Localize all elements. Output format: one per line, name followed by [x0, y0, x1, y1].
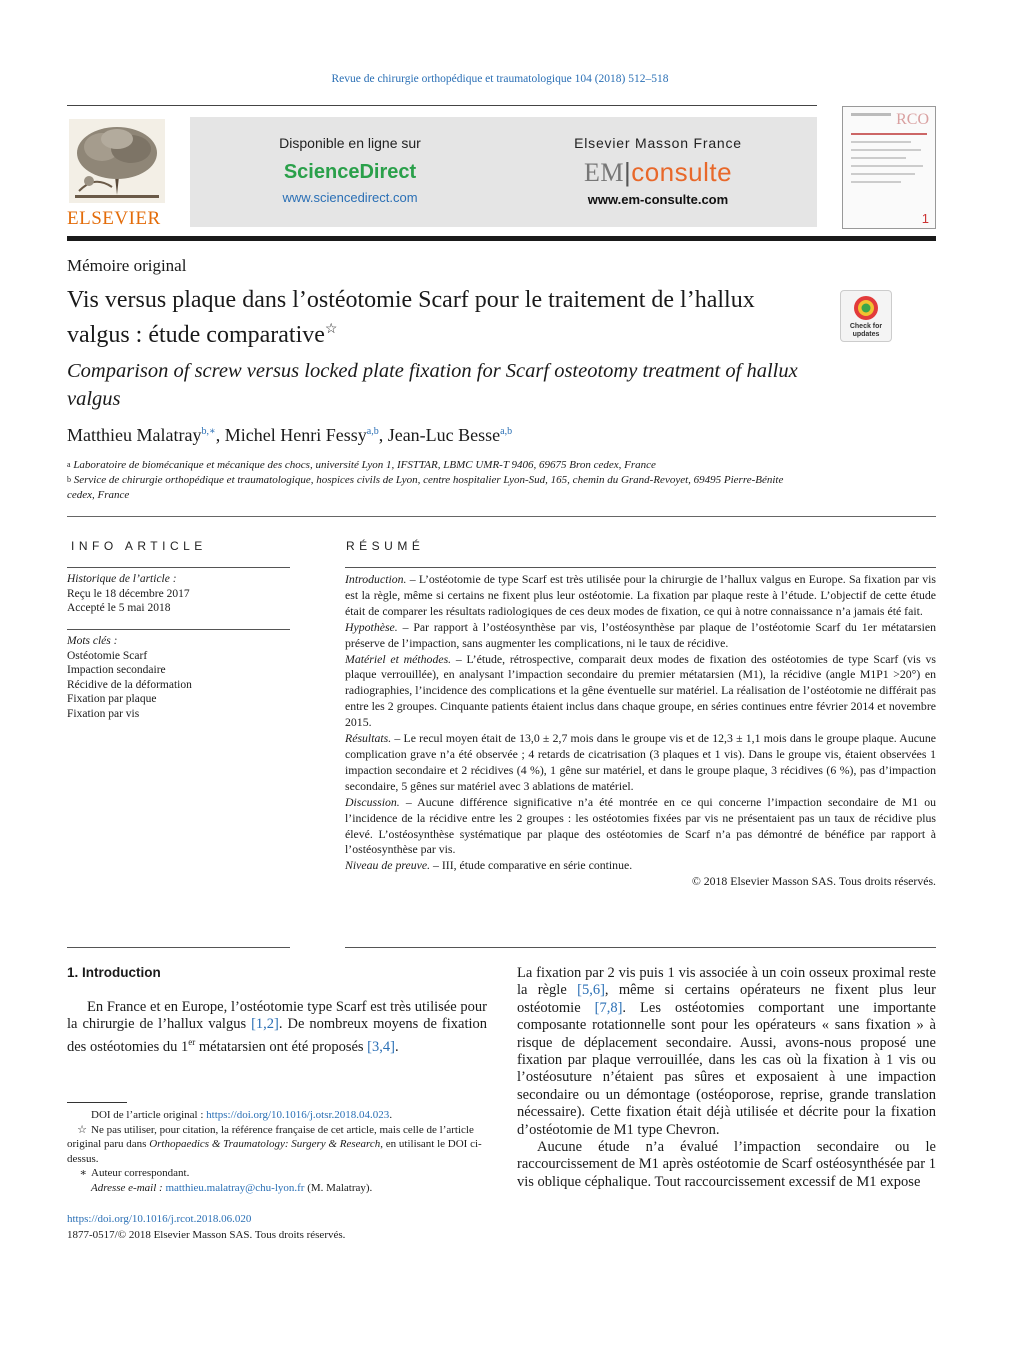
footnote-doi: DOI de l’article original : https://doi.org/10.1016/j.otsr.2018.04.023.	[91, 1109, 393, 1121]
affiliation-b: $^b$ Service de chirurgie orthopédique et traumatologique, hospices civils de Lyon, centre hospitalier Lyon-Sud, 165, chemin du Grand-Revoyet, 69495 Pierre-Bénite cedex, France	[67, 474, 784, 501]
sciencedirect-link[interactable]: www.sciencedirect.com	[282, 190, 418, 205]
title-footnote-star[interactable]: ☆	[324, 322, 338, 337]
article-title-fr: Vis versus plaque dans l’ostéotomie Scarf pour le traitement de l’hallux valgus : étude comparative☆	[67, 287, 755, 348]
journal-cover-thumbnail[interactable]	[842, 106, 936, 229]
accepted-date: Accepté le 5 mai 2018	[67, 602, 171, 614]
author-list: Matthieu Malatray$^{b,∗}$, Michel Henri Fessy$^{a,b}$, Jean-Luc Besse$^{a,b}$	[67, 425, 513, 445]
body-column-left: En France et en Europe, l’ostéotomie type Scarf est très utilisée pour la chirurgie de l’hallux valgus [1,2]. De nombreux moyens de fixation des ostéotomies du 1er métatarsien ont été proposés [3,4].	[67, 999, 488, 1055]
footnote-citation-note: ☆ Ne pas utiliser, pour citation, la référence française de cet article, mais celle de l’article original paru dans Orthopaedics & Traumatology: Surgery & Research, en utilisant le DOI ci-dessus.	[67, 1123, 482, 1165]
info-article-heading: INFO ARTICLE	[71, 539, 207, 553]
emconsulte-link[interactable]: www.em-consulte.com	[587, 192, 729, 207]
keywords-block	[67, 634, 292, 721]
reference-link[interactable]: [3,4]	[367, 1038, 395, 1055]
elsevier-logo[interactable]	[67, 117, 167, 227]
footnote-rule	[67, 1102, 127, 1103]
abstract-paragraph: Matériel et méthodes. – L’étude, rétrospective, comparait deux modes de fixation des ostéotomies de type Scarf (vis vs plaque verrouillée), en analysant l’impaction secondaire du premier métatarsien (M1), la récidive (angle M1P1 >20°) en radiographies, l’incidence des complications et la gêne éventuelle sur matériel. La réalisation de l’ostéotomie ne différait pas entre les 2 groupes. Cinquante patients étaient inclus dans chaque groupe, en séries continues entre février 2014 et novembre 2015.	[345, 651, 936, 730]
reference-link[interactable]: [7,8]	[594, 999, 623, 1016]
abstract-paragraph: Discussion. – Aucune différence significative n’a été montrée en ce qui concerne l’impaction secondaire de M1 ou l’incidence de la récidive entre les 2 groupes : les ostéotomies fixées par vis ne présentaient pas un taux de récidive plus élevé. L’ostéosynthèse systématique par plaque des ostéotomies de Scarf n’a pas démontré de bénéfice par rapport à l’ostéosynthèse par vis.	[345, 794, 936, 857]
section-heading-introduction: 1. Introduction	[67, 965, 161, 980]
author-affiliation-marks[interactable]: b,∗	[201, 426, 216, 437]
check-updates-label: Check for updates	[849, 323, 883, 338]
footnotes	[67, 1108, 487, 1195]
issn-copyright: 1877-0517/© 2018 Elsevier Masson SAS. Tous droits réservés.	[67, 1228, 346, 1241]
author-name[interactable]: Jean-Luc Besse	[387, 425, 501, 445]
body-paragraph: La fixation par 2 vis puis 1 vis associée à un coin osseux proximal reste la règle [5,6], même si certains opérateurs ne fixent plus leur ostéotomie [7,8]. Les ostéotomies comportant une importante composante rotationnelle sont pour les opérateurs « sans fixation » à risque de déplacement secondaire. Aussi, avons-nous proposé une fixation par plaque verrouillée, dans les cas où la fixation à 1 vis ou l’ostéosuture n’étaient pas sûres et exposaient à une impaction secondaire ou un démontage (ostéoporose, reprise, grande translation nécessaire). Cette fixation était déjà utilisée et décrite pour la fixation d’ostéotomie de M1 type Chevron.	[517, 965, 936, 1138]
elsevier-tree-icon	[67, 117, 167, 205]
affiliation-a: $^a$ Laboratoire de biomécanique et mécanique des chocs, université Lyon 1, IFSTTAR, LBMC UMR-T 9406, 69675 Bron cedex, France	[67, 459, 656, 471]
abstract-paragraph: Hypothèse. – Par rapport à l’ostéosynthèse par vis, l’ostéosynthèse par plaque de l’ostéotomie Scarf du 1er métatarsien préserve de l’impaction, sans augmenter les complications, ni le taux de récidive.	[345, 619, 936, 650]
resume-rule-top	[345, 567, 936, 568]
resume-rule-bottom	[345, 947, 936, 948]
footnote-corresponding-author: ∗ Auteur correspondant.	[79, 1167, 190, 1179]
header-rule-thick	[67, 236, 936, 241]
article-type: Mémoire original	[67, 256, 187, 275]
reference-link[interactable]: [5,6]	[577, 982, 605, 999]
history-label: Historique de l’article :	[67, 573, 177, 585]
abstract-paragraph: Niveau de preuve. – III, étude comparative en série continue.	[345, 858, 633, 873]
available-online-label: Disponible en ligne sur	[279, 135, 421, 151]
emconsulte-logo[interactable]: EM|consulte	[583, 157, 733, 187]
abstract-paragraph: Résultats. – Le recul moyen était de 13,0 ± 2,7 mois dans le groupe vis et de 12,3 ± 1,1 mois dans le groupe plaque. Aucune complication grave n’a été observée ; 4 retards de cicatrisation (3 plaques et 1 vis). Dans le groupe vis, étaient observées 1 impaction secondaire et 2 récidives (4 %), 1 gêne sur matériel, et dans le groupe plaque, 3 récidives (6 %), pas d’impaction secondaire, 5 gênes sur matériel avec 3 ablations de matériel.	[345, 731, 936, 793]
keywords-label: Mots clés :	[67, 635, 118, 647]
keyword: Impaction secondaire	[67, 664, 166, 676]
article-title-en: Comparison of screw versus locked plate fixation for Scarf osteotomy treatment of hallux valgus	[67, 360, 798, 410]
author-affiliation-marks[interactable]: a,b	[500, 426, 513, 437]
cover-number: 1	[921, 211, 929, 226]
affiliation-rule	[67, 516, 936, 517]
author-name[interactable]: Michel Henri Fessy	[224, 425, 367, 445]
journal-citation[interactable]: Revue de chirurgie orthopédique et traumatologique 104 (2018) 512–518	[331, 73, 669, 85]
author-affiliation-marks[interactable]: a,b	[366, 426, 379, 437]
elsevier-wordmark: ELSEVIER	[67, 208, 161, 229]
reference-link[interactable]: [1,2]	[251, 1016, 279, 1033]
em-publisher-label: Elsevier Masson France	[574, 135, 742, 151]
abstract-body	[345, 572, 936, 890]
header-rule-top	[67, 105, 817, 106]
footnote-email: Adresse e-mail : matthieu.malatray@chu-lyon.fr (M. Malatray).	[91, 1181, 373, 1194]
info-rule-2	[67, 629, 290, 630]
keyword: Fixation par vis	[67, 707, 140, 720]
body-paragraph: Aucune étude n’a évalué l’impaction secondaire ou le raccourcissement de M1 après ostéotomie de Scarf ostéosynthésée par 1 vis oblique céphalique. Tout raccourcissement excessif de M1 expose	[517, 1139, 936, 1190]
check-updates-icon	[853, 295, 879, 321]
author-email-link[interactable]: matthieu.malatray@chu-lyon.fr	[165, 1181, 305, 1194]
sciencedirect-logo[interactable]: ScienceDirect	[283, 161, 417, 183]
cover-logo: RCO	[896, 111, 929, 128]
abstract-paragraph: Introduction. – L’ostéotomie de type Scarf est très utilisée pour la chirurgie de l’hallux valgus en Europe. Sa fixation par vis est la règle, même si certains ne fixent plus leur ostéotomie. La fixation par plaque reste à l’étude. L’objectif de cette étude était de comparer les résultats radiologiques de ces deux modes de fixation, ce qui à notre connaissance n’a jamais été fait.	[345, 572, 936, 618]
abstract-copyright: © 2018 Elsevier Masson SAS. Tous droits réservés.	[691, 874, 936, 889]
info-rule-1	[67, 567, 290, 568]
availability-banner	[190, 117, 817, 227]
page-footer	[67, 1212, 345, 1243]
received-date: Reçu le 18 décembre 2017	[67, 587, 190, 600]
info-rule-bottom	[67, 947, 290, 948]
keyword: Récidive de la déformation	[67, 678, 192, 691]
article-history	[67, 572, 292, 616]
body-column-right	[517, 965, 936, 1191]
keyword: Fixation par plaque	[67, 693, 157, 705]
check-for-updates-badge[interactable]	[840, 290, 892, 342]
original-doi-link[interactable]: https://doi.org/10.1016/j.otsr.2018.04.023	[206, 1109, 390, 1121]
keyword: Ostéotomie Scarf	[67, 649, 148, 662]
author-name[interactable]: Matthieu Malatray	[67, 425, 202, 445]
article-doi-link[interactable]: https://doi.org/10.1016/j.rcot.2018.06.020	[67, 1213, 252, 1225]
resume-heading: RÉSUMÉ	[346, 539, 425, 553]
